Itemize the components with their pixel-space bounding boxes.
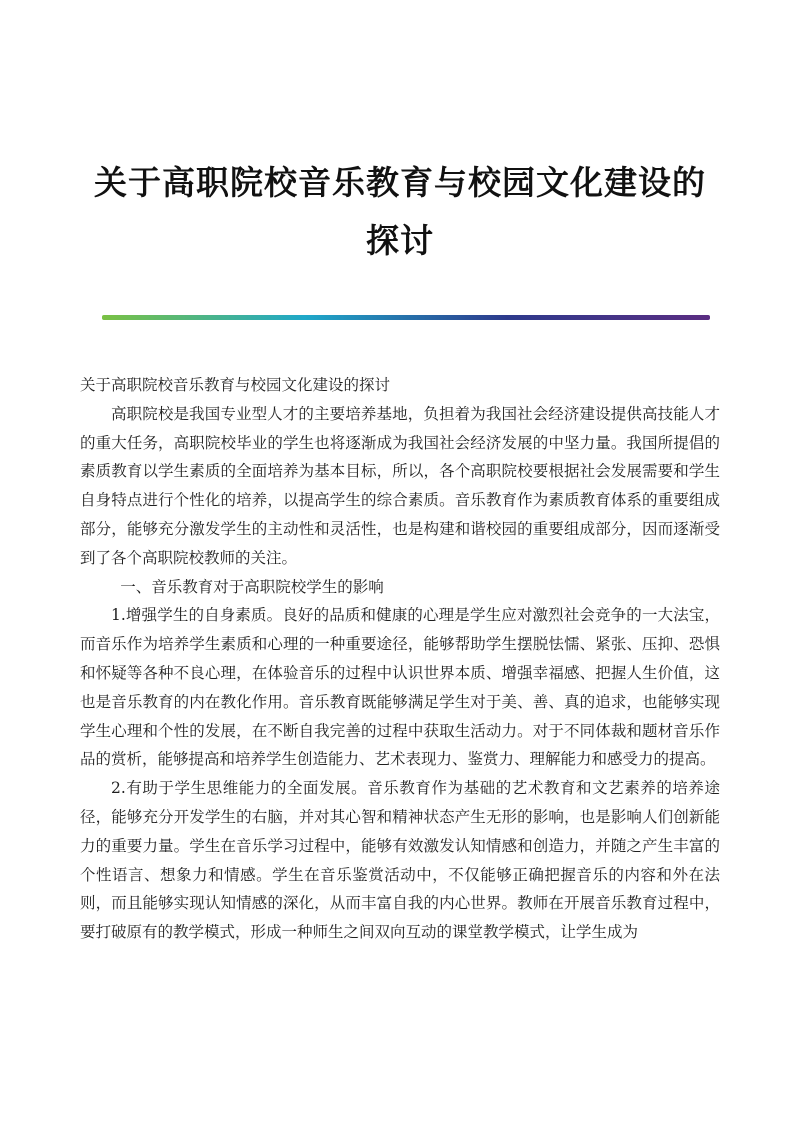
- section-heading: 一、音乐教育对于高职院校学生的影响: [120, 577, 384, 596]
- document-body: [80, 371, 720, 947]
- document-title: 关于高职院校音乐教育与校园文化建设的探讨: [94, 163, 706, 260]
- title-divider-rule: [102, 315, 710, 320]
- body-paragraph: 高职院校是我国专业型人才的主要培养基地，负担着为我国社会经济建设提供高技能人才的重大任务，高职院校毕业的学生也将逐渐成为我国社会经济发展的中坚力量。我国所提倡的素质教育以学生素质的全面培养为基本目标，所以，各个高职院校要根据社会发展需要和学生自身特点进行个性化的培养，以提高学生的综合素质。音乐教育作为素质教育体系的重要组成部分，能够充分激发学生的主动性和灵活性，也是构建和谐校园的重要组成部分，因而逐渐受到了各个高职院校教师的关注。: [80, 404, 720, 567]
- subtitle-line: 关于高职院校音乐教育与校园文化建设的探讨: [80, 376, 391, 394]
- body-paragraph: 1.增强学生的自身素质。良好的品质和健康的心理是学生应对激烈社会竞争的一大法宝，而音乐作为培养学生素质和心理的一种重要途径，能够帮助学生摆脱怯懦、紧张、压抑、恐惧和怀疑等各种不良心理，在体验音乐的过程中认识世界本质、增强幸福感、把握人生价值，这也是音乐教育的内在教化作用。音乐教育既能够满足学生对于美、善、真的追求，也能够实现学生心理和个性的发展，在不断自我完善的过程中获取生活动力。对于不同体裁和题材音乐作品的赏析，能够提高和培养学生创造能力、艺术表现力、鉴赏力、理解能力和感受力的提高。: [80, 606, 720, 769]
- body-paragraph: 2.有助于学生思维能力的全面发展。音乐教育作为基础的艺术教育和文艺素养的培养途径，能够充分开发学生的右脑，并对其心智和精神状态产生无形的影响，也是影响人们创新能力的重要力量。学生在音乐学习过程中，能够有效激发认知情感和创造力，并随之产生丰富的个性语言、想象力和情感。学生在音乐鉴赏活动中，不仅能够正确把握音乐的内容和外在法则，而且能够实现认知情感的深化，从而丰富自我的内心世界。教师在开展音乐教育过程中，要打破原有的教学模式，形成一种师生之间双向互动的课堂教学模式，让学生成为: [80, 779, 720, 942]
